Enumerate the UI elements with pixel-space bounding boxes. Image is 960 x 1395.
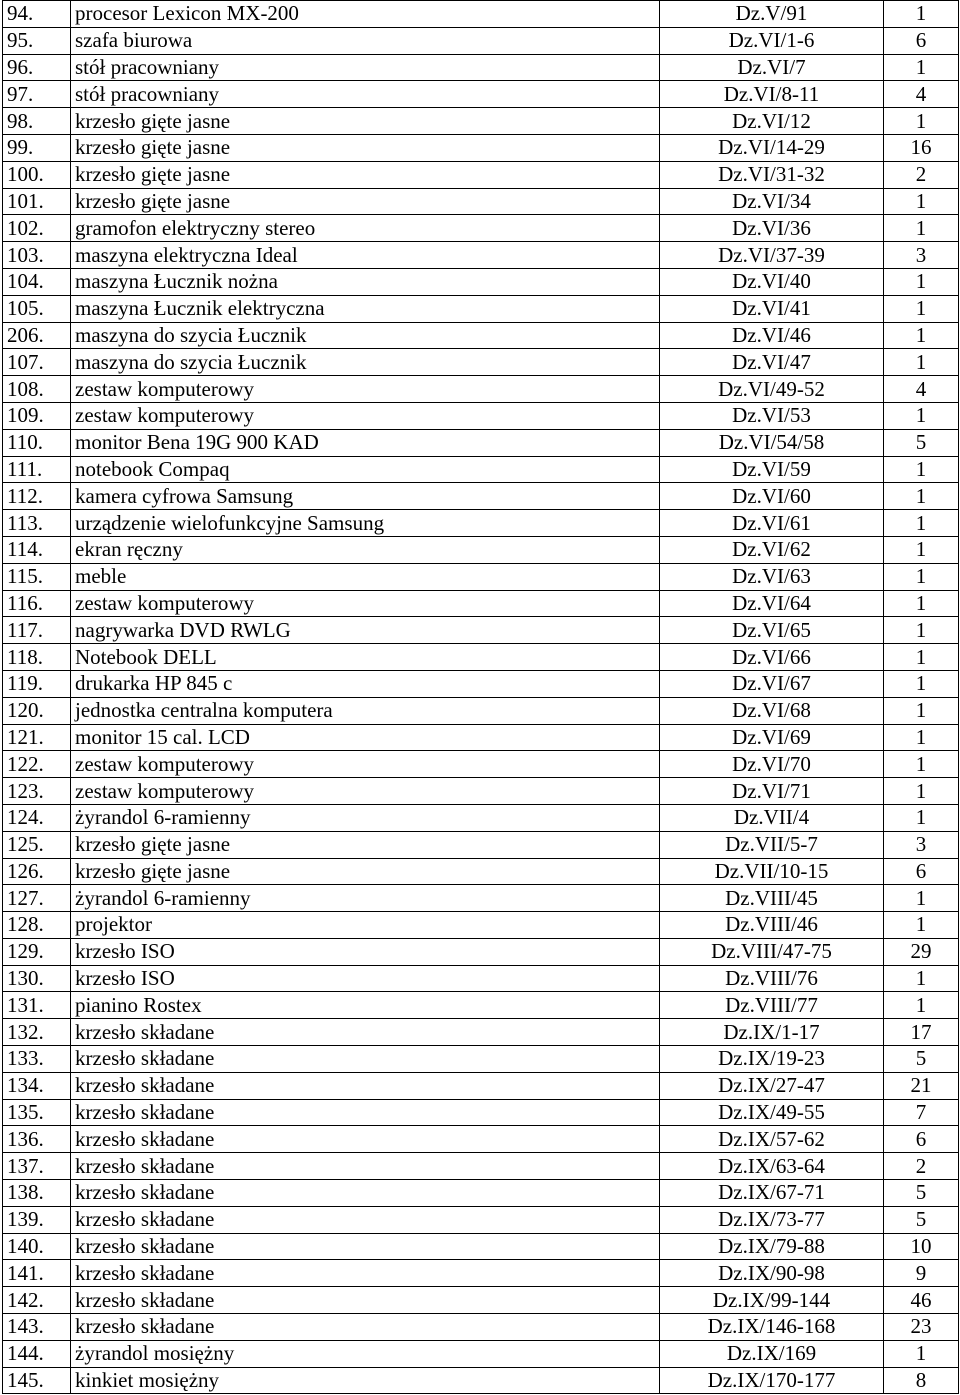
inventory-signature: Dz.VIII/47-75 <box>660 938 884 965</box>
table-row <box>3 1314 959 1341</box>
item-name: żyrandol mosiężny <box>71 1340 660 1367</box>
item-quantity: 5 <box>884 1046 959 1073</box>
row-number: 145. <box>3 1367 71 1394</box>
item-quantity: 5 <box>884 1180 959 1207</box>
table-row <box>3 1180 959 1207</box>
item-quantity: 4 <box>884 81 959 108</box>
table-row <box>3 938 959 965</box>
row-number: 95. <box>3 27 71 54</box>
item-name: krzesło składane <box>71 1180 660 1207</box>
item-name: krzesło składane <box>71 1019 660 1046</box>
item-name: krzesło gięte jasne <box>71 134 660 161</box>
item-name: meble <box>71 563 660 590</box>
item-name: maszyna do szycia Łucznik <box>71 322 660 349</box>
inventory-signature: Dz.IX/67-71 <box>660 1180 884 1207</box>
table-row <box>3 1019 959 1046</box>
inventory-signature: Dz.VI/62 <box>660 536 884 563</box>
item-quantity: 9 <box>884 1260 959 1287</box>
inventory-signature: Dz.VI/47 <box>660 349 884 376</box>
item-quantity: 6 <box>884 27 959 54</box>
row-number: 103. <box>3 242 71 269</box>
item-name: krzesło ISO <box>71 938 660 965</box>
inventory-signature: Dz.IX/57-62 <box>660 1126 884 1153</box>
row-number: 105. <box>3 295 71 322</box>
item-name: krzesło składane <box>71 1072 660 1099</box>
item-quantity: 1 <box>884 885 959 912</box>
item-name: procesor Lexicon MX-200 <box>71 1 660 28</box>
item-quantity: 1 <box>884 778 959 805</box>
item-quantity: 17 <box>884 1019 959 1046</box>
table-row <box>3 108 959 135</box>
inventory-signature: Dz.VI/59 <box>660 456 884 483</box>
inventory-signature: Dz.IX/63-64 <box>660 1153 884 1180</box>
item-name: zestaw komputerowy <box>71 778 660 805</box>
inventory-signature: Dz.VI/49-52 <box>660 376 884 403</box>
item-name: zestaw komputerowy <box>71 751 660 778</box>
table-row <box>3 483 959 510</box>
table-row <box>3 54 959 81</box>
table-row <box>3 563 959 590</box>
table-row <box>3 858 959 885</box>
item-name: krzesło gięte jasne <box>71 188 660 215</box>
inventory-signature: Dz.IX/19-23 <box>660 1046 884 1073</box>
row-number: 133. <box>3 1046 71 1073</box>
row-number: 139. <box>3 1206 71 1233</box>
inventory-signature: Dz.VI/1-6 <box>660 27 884 54</box>
table-row <box>3 1287 959 1314</box>
inventory-table <box>2 0 959 1394</box>
table-row <box>3 1206 959 1233</box>
item-name: żyrandol 6-ramienny <box>71 804 660 831</box>
table-row <box>3 1099 959 1126</box>
item-quantity: 3 <box>884 242 959 269</box>
table-row <box>3 215 959 242</box>
table-row <box>3 804 959 831</box>
item-name: zestaw komputerowy <box>71 402 660 429</box>
item-name: maszyna Łucznik elektryczna <box>71 295 660 322</box>
item-name: krzesło gięte jasne <box>71 161 660 188</box>
row-number: 107. <box>3 349 71 376</box>
item-quantity: 1 <box>884 188 959 215</box>
inventory-signature: Dz.VII/4 <box>660 804 884 831</box>
item-name: krzesło składane <box>71 1153 660 1180</box>
item-name: krzesło ISO <box>71 965 660 992</box>
inventory-signature: Dz.VI/71 <box>660 778 884 805</box>
table-row <box>3 644 959 671</box>
item-name: krzesło składane <box>71 1046 660 1073</box>
inventory-signature: Dz.VI/64 <box>660 590 884 617</box>
inventory-signature: Dz.VI/66 <box>660 644 884 671</box>
inventory-signature: Dz.VI/14-29 <box>660 134 884 161</box>
row-number: 126. <box>3 858 71 885</box>
table-row <box>3 81 959 108</box>
item-quantity: 29 <box>884 938 959 965</box>
row-number: 123. <box>3 778 71 805</box>
item-quantity: 1 <box>884 322 959 349</box>
row-number: 100. <box>3 161 71 188</box>
item-name: kamera cyfrowa Samsung <box>71 483 660 510</box>
inventory-signature: Dz.VII/5-7 <box>660 831 884 858</box>
table-row <box>3 510 959 537</box>
inventory-signature: Dz.VI/68 <box>660 697 884 724</box>
row-number: 141. <box>3 1260 71 1287</box>
item-name: krzesło gięte jasne <box>71 858 660 885</box>
inventory-signature: Dz.VI/12 <box>660 108 884 135</box>
table-row <box>3 456 959 483</box>
row-number: 110. <box>3 429 71 456</box>
row-number: 118. <box>3 644 71 671</box>
row-number: 134. <box>3 1072 71 1099</box>
row-number: 115. <box>3 563 71 590</box>
table-row <box>3 188 959 215</box>
inventory-signature: Dz.VI/37-39 <box>660 242 884 269</box>
item-quantity: 1 <box>884 670 959 697</box>
item-quantity: 1 <box>884 54 959 81</box>
table-row <box>3 27 959 54</box>
row-number: 119. <box>3 670 71 697</box>
table-row <box>3 831 959 858</box>
row-number: 109. <box>3 402 71 429</box>
item-name: krzesło składane <box>71 1287 660 1314</box>
table-row <box>3 1367 959 1394</box>
inventory-signature: Dz.VI/67 <box>660 670 884 697</box>
inventory-signature: Dz.VII/10-15 <box>660 858 884 885</box>
item-quantity: 1 <box>884 402 959 429</box>
inventory-signature: Dz.VI/7 <box>660 54 884 81</box>
inventory-signature: Dz.IX/27-47 <box>660 1072 884 1099</box>
item-name: zestaw komputerowy <box>71 590 660 617</box>
row-number: 124. <box>3 804 71 831</box>
table-row <box>3 670 959 697</box>
inventory-signature: Dz.IX/90-98 <box>660 1260 884 1287</box>
item-name: krzesło gięte jasne <box>71 108 660 135</box>
table-row <box>3 590 959 617</box>
item-quantity: 1 <box>884 483 959 510</box>
table-row <box>3 1 959 28</box>
item-quantity: 1 <box>884 510 959 537</box>
item-quantity: 7 <box>884 1099 959 1126</box>
inventory-table-body <box>3 1 959 1394</box>
item-name: kinkiet mosiężny <box>71 1367 660 1394</box>
item-quantity: 1 <box>884 536 959 563</box>
item-name: krzesło składane <box>71 1099 660 1126</box>
item-name: maszyna Łucznik nożna <box>71 268 660 295</box>
item-name: krzesło składane <box>71 1314 660 1341</box>
table-row <box>3 912 959 939</box>
item-name: krzesło składane <box>71 1206 660 1233</box>
row-number: 114. <box>3 536 71 563</box>
table-row <box>3 1340 959 1367</box>
item-name: gramofon elektryczny stereo <box>71 215 660 242</box>
item-quantity: 23 <box>884 1314 959 1341</box>
inventory-signature: Dz.VI/34 <box>660 188 884 215</box>
inventory-signature: Dz.IX/73-77 <box>660 1206 884 1233</box>
item-quantity: 46 <box>884 1287 959 1314</box>
item-quantity: 2 <box>884 1153 959 1180</box>
table-row <box>3 778 959 805</box>
row-number: 122. <box>3 751 71 778</box>
inventory-signature: Dz.VI/70 <box>660 751 884 778</box>
item-name: maszyna do szycia Łucznik <box>71 349 660 376</box>
item-quantity: 1 <box>884 456 959 483</box>
item-quantity: 1 <box>884 268 959 295</box>
row-number: 116. <box>3 590 71 617</box>
inventory-signature: Dz.VI/41 <box>660 295 884 322</box>
item-name: szafa biurowa <box>71 27 660 54</box>
row-number: 130. <box>3 965 71 992</box>
item-quantity: 16 <box>884 134 959 161</box>
row-number: 99. <box>3 134 71 161</box>
item-quantity: 2 <box>884 161 959 188</box>
item-quantity: 1 <box>884 590 959 617</box>
table-row <box>3 992 959 1019</box>
item-quantity: 1 <box>884 804 959 831</box>
row-number: 127. <box>3 885 71 912</box>
item-name: stół pracowniany <box>71 81 660 108</box>
row-number: 143. <box>3 1314 71 1341</box>
item-quantity: 5 <box>884 1206 959 1233</box>
table-row <box>3 965 959 992</box>
item-quantity: 1 <box>884 965 959 992</box>
item-quantity: 1 <box>884 992 959 1019</box>
item-quantity: 1 <box>884 697 959 724</box>
item-name: maszyna elektryczna Ideal <box>71 242 660 269</box>
inventory-signature: Dz.IX/1-17 <box>660 1019 884 1046</box>
inventory-signature: Dz.VI/60 <box>660 483 884 510</box>
table-row <box>3 1260 959 1287</box>
inventory-signature: Dz.VI/63 <box>660 563 884 590</box>
row-number: 108. <box>3 376 71 403</box>
row-number: 111. <box>3 456 71 483</box>
item-name: krzesło składane <box>71 1260 660 1287</box>
inventory-signature: Dz.VI/8-11 <box>660 81 884 108</box>
row-number: 131. <box>3 992 71 1019</box>
item-quantity: 1 <box>884 724 959 751</box>
row-number: 102. <box>3 215 71 242</box>
inventory-signature: Dz.VIII/45 <box>660 885 884 912</box>
table-row <box>3 402 959 429</box>
item-quantity: 1 <box>884 1340 959 1367</box>
row-number: 97. <box>3 81 71 108</box>
inventory-signature: Dz.VI/31-32 <box>660 161 884 188</box>
row-number: 112. <box>3 483 71 510</box>
item-quantity: 1 <box>884 349 959 376</box>
table-row <box>3 295 959 322</box>
row-number: 137. <box>3 1153 71 1180</box>
item-name: stół pracowniany <box>71 54 660 81</box>
item-quantity: 4 <box>884 376 959 403</box>
table-row <box>3 617 959 644</box>
inventory-signature: Dz.VI/65 <box>660 617 884 644</box>
item-name: żyrandol 6-ramienny <box>71 885 660 912</box>
item-quantity: 1 <box>884 1 959 28</box>
row-number: 101. <box>3 188 71 215</box>
table-row <box>3 536 959 563</box>
item-quantity: 1 <box>884 295 959 322</box>
inventory-signature: Dz.IX/146-168 <box>660 1314 884 1341</box>
item-name: krzesło gięte jasne <box>71 831 660 858</box>
row-number: 125. <box>3 831 71 858</box>
row-number: 104. <box>3 268 71 295</box>
inventory-signature: Dz.VI/54/58 <box>660 429 884 456</box>
item-quantity: 1 <box>884 617 959 644</box>
item-name: ekran ręczny <box>71 536 660 563</box>
table-row <box>3 322 959 349</box>
table-row <box>3 1072 959 1099</box>
row-number: 132. <box>3 1019 71 1046</box>
item-name: jednostka centralna komputera <box>71 697 660 724</box>
table-row <box>3 268 959 295</box>
item-quantity: 1 <box>884 215 959 242</box>
item-quantity: 1 <box>884 644 959 671</box>
item-quantity: 8 <box>884 1367 959 1394</box>
row-number: 140. <box>3 1233 71 1260</box>
item-name: notebook Compaq <box>71 456 660 483</box>
inventory-signature: Dz.IX/49-55 <box>660 1099 884 1126</box>
table-row <box>3 724 959 751</box>
row-number: 136. <box>3 1126 71 1153</box>
table-row <box>3 697 959 724</box>
item-quantity: 3 <box>884 831 959 858</box>
row-number: 121. <box>3 724 71 751</box>
row-number: 120. <box>3 697 71 724</box>
item-name: monitor 15 cal. LCD <box>71 724 660 751</box>
row-number: 117. <box>3 617 71 644</box>
table-row <box>3 885 959 912</box>
table-row <box>3 242 959 269</box>
item-name: zestaw komputerowy <box>71 376 660 403</box>
table-row <box>3 1233 959 1260</box>
item-quantity: 1 <box>884 563 959 590</box>
table-row <box>3 1046 959 1073</box>
item-name: monitor Bena 19G 900 KAD <box>71 429 660 456</box>
inventory-signature: Dz.IX/79-88 <box>660 1233 884 1260</box>
item-name: nagrywarka DVD RWLG <box>71 617 660 644</box>
item-quantity: 1 <box>884 751 959 778</box>
row-number: 138. <box>3 1180 71 1207</box>
row-number: 144. <box>3 1340 71 1367</box>
row-number: 206. <box>3 322 71 349</box>
row-number: 129. <box>3 938 71 965</box>
inventory-signature: Dz.VI/53 <box>660 402 884 429</box>
table-row <box>3 376 959 403</box>
item-name: Notebook DELL <box>71 644 660 671</box>
item-quantity: 1 <box>884 912 959 939</box>
inventory-signature: Dz.IX/169 <box>660 1340 884 1367</box>
item-quantity: 1 <box>884 108 959 135</box>
row-number: 128. <box>3 912 71 939</box>
inventory-signature: Dz.IX/170-177 <box>660 1367 884 1394</box>
item-quantity: 21 <box>884 1072 959 1099</box>
item-name: drukarka HP 845 c <box>71 670 660 697</box>
row-number: 113. <box>3 510 71 537</box>
item-name: krzesło składane <box>71 1126 660 1153</box>
row-number: 94. <box>3 1 71 28</box>
table-row <box>3 1153 959 1180</box>
table-row <box>3 134 959 161</box>
item-quantity: 5 <box>884 429 959 456</box>
row-number: 135. <box>3 1099 71 1126</box>
item-name: urządzenie wielofunkcyjne Samsung <box>71 510 660 537</box>
item-name: pianino Rostex <box>71 992 660 1019</box>
inventory-signature: Dz.VI/36 <box>660 215 884 242</box>
table-row <box>3 751 959 778</box>
item-quantity: 6 <box>884 858 959 885</box>
row-number: 98. <box>3 108 71 135</box>
inventory-signature: Dz.VIII/46 <box>660 912 884 939</box>
inventory-signature: Dz.VI/61 <box>660 510 884 537</box>
inventory-signature: Dz.V/91 <box>660 1 884 28</box>
inventory-signature: Dz.IX/99-144 <box>660 1287 884 1314</box>
item-name: projektor <box>71 912 660 939</box>
item-name: krzesło składane <box>71 1233 660 1260</box>
inventory-signature: Dz.VI/46 <box>660 322 884 349</box>
row-number: 96. <box>3 54 71 81</box>
item-quantity: 10 <box>884 1233 959 1260</box>
table-row <box>3 1126 959 1153</box>
table-row <box>3 349 959 376</box>
table-row <box>3 161 959 188</box>
row-number: 142. <box>3 1287 71 1314</box>
item-quantity: 6 <box>884 1126 959 1153</box>
inventory-signature: Dz.VI/69 <box>660 724 884 751</box>
inventory-signature: Dz.VIII/76 <box>660 965 884 992</box>
inventory-signature: Dz.VIII/77 <box>660 992 884 1019</box>
inventory-signature: Dz.VI/40 <box>660 268 884 295</box>
table-row <box>3 429 959 456</box>
